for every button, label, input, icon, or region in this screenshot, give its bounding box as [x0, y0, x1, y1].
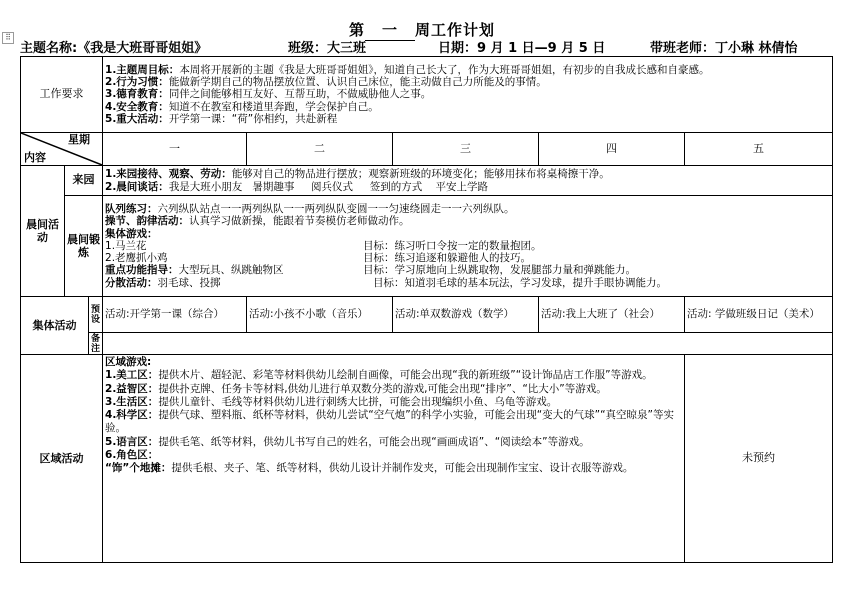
exercise-label: 晨间锻炼 [65, 196, 103, 297]
req-line: 1.主题周目标：本周将开展新的主题《我是大班哥哥姐姐》，知道自己长大了，作为大班哥哥姐姐，有初步的自我成长感和自豪感。 [105, 63, 710, 76]
activity-monday[interactable]: 活动:开学第一课（综合） [103, 297, 247, 333]
area-item: 4.科学区：提供气球、塑料瓶、纸杯等材料，供幼儿尝试“空气炮”的科学小实验，可能会出现“变大的气球”“真空晾泉”等实验。 [105, 409, 674, 435]
req-line: 2.行为习惯：能做新学期自己的物品摆放位置、认识自己床位，能主动做自己力所能及的事情。 [105, 76, 547, 89]
exercise-line: 队列练习：六列纵队站点一一两列纵队一一两列纵队变圆一一匀速绕圆走一一六列纵队。 [105, 203, 515, 216]
teachers: 带班老师：丁小琳 林倩怡 [650, 41, 798, 56]
arrival-content[interactable] [103, 166, 833, 196]
exercise-line: 操节、韵律活动：认真学习做新操，能跟着节奏模仿老师做动作。 [105, 215, 410, 228]
weekly-plan-table [20, 56, 833, 563]
plan-label: 预设 [89, 297, 103, 333]
exercise-line: 重点功能指导：大型玩具、纵跳触物区 目标：学习原地向上纵跳取物，发展腿部力量和弹跳能力。 [105, 264, 637, 277]
collective-note-content[interactable] [103, 333, 833, 355]
area-heading: 区域游戏: [105, 356, 152, 368]
area-item: 6.角色区： [105, 449, 159, 462]
exercise-line: 集体游戏： [105, 227, 158, 240]
activity-friday[interactable]: 活动: 学做班级日记（美术） [685, 297, 833, 333]
area-content[interactable] [103, 355, 685, 563]
week-label: 星期 [68, 133, 91, 146]
area-item: “饰”个地摊：提供毛根、夹子、笔、纸等材料，供幼儿设计并制作发夹，可能会出现制作宝宝、设计衣服等游戏。 [105, 462, 634, 475]
day-monday: 一 [103, 133, 247, 166]
plan-header [20, 37, 830, 55]
note-label: 备注 [89, 333, 103, 355]
day-wednesday: 三 [393, 133, 539, 166]
content-label: 内容 [24, 150, 46, 164]
collective-activities-label: 集体活动 [21, 297, 89, 355]
area-item: 3.生活区：提供儿童针、毛线等材料供幼儿进行刺绣大比拼，可能会出现编织小鱼、乌龟等游戏。 [105, 395, 558, 408]
collective-plan-row [21, 297, 833, 333]
morning-arrival-row [21, 166, 833, 196]
day-tuesday: 二 [247, 133, 393, 166]
activity-thursday[interactable]: 活动:我上大班了（社会） [539, 297, 685, 333]
arrival-line: 1.来园接待、观察、劳动：能够对自己的物品进行摆放；观察新班级的环境变化；能够用抹布将桌椅擦干净。 [105, 168, 610, 181]
date-range: 日期：9 月 1 日—9 月 5 日 [438, 41, 606, 56]
work-requirements-content[interactable] [103, 57, 833, 133]
exercise-content[interactable] [103, 196, 833, 297]
table-move-handle[interactable]: ⠿ [2, 32, 14, 44]
area-activities-label: 区域活动 [21, 355, 103, 563]
req-line: 4.安全教育：知道不在教室和楼道里奔跑，学会保护自己。 [105, 100, 379, 113]
work-requirements-row [21, 57, 833, 133]
diagonal-header-cell [21, 133, 103, 166]
morning-exercise-row [21, 196, 833, 297]
weekday-header-row [21, 133, 833, 166]
req-line: 5.重大活动：开学第一课：“荷”你相约，共赴新程 [105, 112, 338, 125]
day-friday: 五 [685, 133, 833, 166]
req-line: 3.德育教育：同伴之间能够相互友好、互帮互助，不做威胁他人之事。 [105, 88, 432, 101]
morning-activities-label: 晨间活动 [21, 166, 65, 297]
activity-tuesday[interactable]: 活动:小孩不小歌（音乐） [247, 297, 393, 333]
title-suffix: 周工作计划 [415, 21, 496, 39]
theme-name: 主题名称:《我是大班哥哥姐姐》 [20, 41, 208, 56]
area-item: 2.益智区：提供扑克牌、任务卡等材料,供幼儿进行单双数分类的游戏,可能会出现“排序”、“比大小”等游戏。 [105, 382, 607, 395]
activity-wednesday[interactable]: 活动:单双数游戏（数学） [393, 297, 539, 333]
week-number[interactable]: 一 [365, 19, 415, 41]
arrival-line: 2.晨间谈话：我是大班小朋友 暑期趣事 阅兵仪式 签到的方式 平安上学路 [105, 180, 489, 193]
area-item: 1.美工区：提供木片、超轻泥、彩笔等材料供幼儿绘制自画像，可能会出现“我的新班级”“设计饰品店工作服”等游戏。 [105, 369, 653, 382]
day-thursday: 四 [539, 133, 685, 166]
exercise-line: 2.老鹰抓小鸡 目标：练习追逐和躲避他人的技巧。 [105, 252, 532, 265]
class-name: 班级：大三班 [288, 41, 367, 56]
title-prefix: 第 [348, 21, 365, 39]
collective-note-row [21, 333, 833, 355]
arrival-label: 来园 [65, 166, 103, 196]
exercise-line: 1.马兰花 目标：练习听口令按一定的数量抱团。 [105, 239, 542, 252]
area-activities-row [21, 355, 833, 563]
reservation-status[interactable]: 未预约 [685, 355, 833, 563]
area-item: 5.语言区：提供毛笔、纸等材料，供幼儿书写自己的姓名，可能会出现“画画成语”、“阅读绘本”等游戏。 [105, 435, 590, 448]
exercise-line: 分散活动：羽毛球、投掷 目标：知道羽毛球的基本玩法，学习发球，提升手眼协调能力。 [105, 276, 668, 289]
work-requirements-label: 工作要求 [21, 57, 103, 133]
